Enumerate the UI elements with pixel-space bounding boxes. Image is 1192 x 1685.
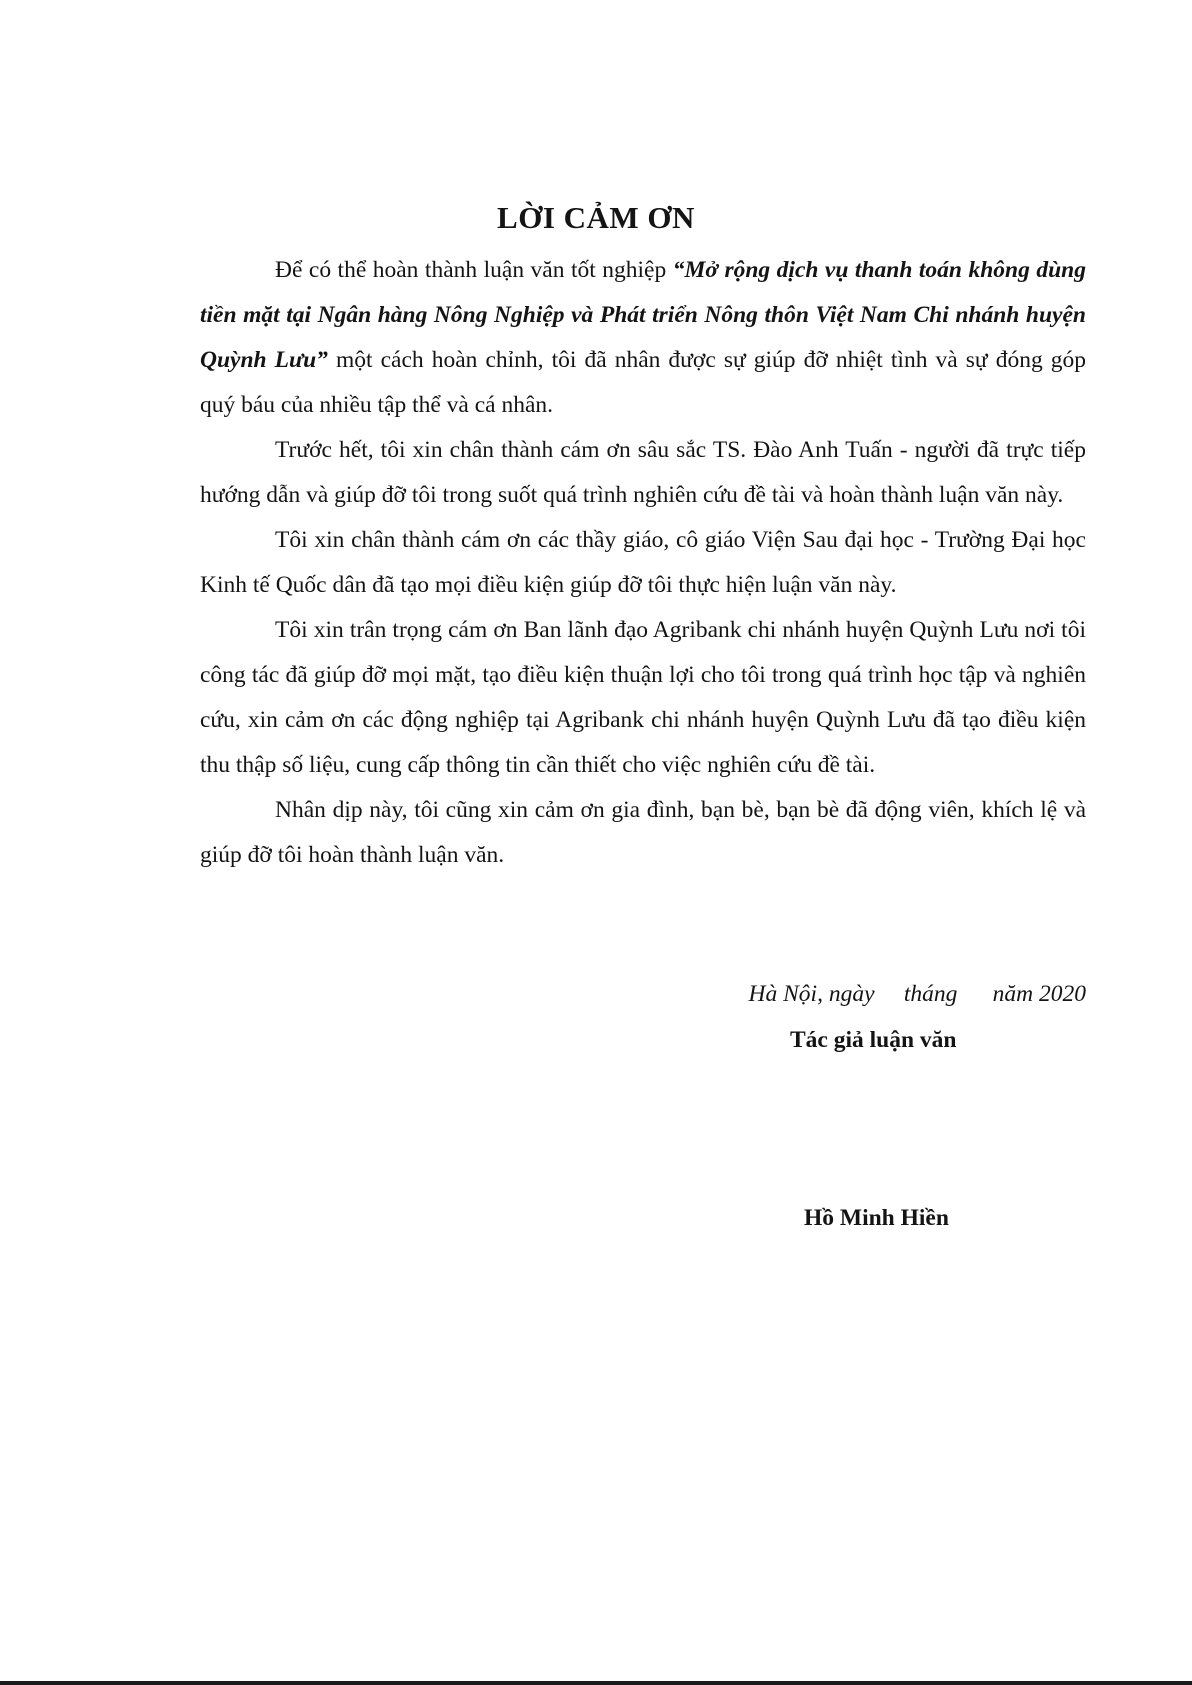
paragraph-faculty: Tôi xin chân thành cám ơn các thầy giáo, cô giáo Viện Sau đại học - Trường Đại học Kinh tế Quốc dân đã tạo mọi điều kiện giúp đỡ tôi thực hiện luận văn này.	[200, 527, 1086, 598]
thesis-title: “Mở rộng dịch vụ thanh toán không dùng tiền mặt tại Ngân hàng Nông Nghiệp và Phát triển Nông thôn Việt Nam Chi nhánh huyện Quỳnh Lưu”	[200, 257, 1086, 373]
intro-text: Để có thể hoàn thành luận văn tốt nghiệp	[275, 257, 673, 283]
paragraph-intro	[200, 248, 1086, 428]
paragraph-family: Nhân dịp này, tôi cũng xin cảm ơn gia đình, bạn bè, bạn bè đã động viên, khích lệ và giúp đỡ tôi hoàn thành luận văn.	[200, 797, 1086, 868]
author-label: Tác giả luận văn	[790, 1027, 957, 1053]
author-name: Hồ Minh Hiền	[804, 1205, 949, 1231]
date-line: Hà Nội, ngày tháng năm 2020	[748, 981, 1086, 1007]
paragraph-supervisor: Trước hết, tôi xin chân thành cám ơn sâu sắc TS. Đào Anh Tuấn - người đã trực tiếp hướng dẫn và giúp đỡ tôi trong suốt quá trình nghiên cứu đề tài và hoàn thành luận văn này.	[200, 437, 1086, 508]
intro-text-continued: một cách hoàn chỉnh, tôi đã nhân được sự giúp đỡ nhiệt tình và sự đóng góp quý báu của nhiều tập thể và cá nhân.	[200, 347, 1087, 418]
page-title: LỜI CẢM ƠN	[497, 200, 695, 235]
acknowledgement-body	[200, 248, 1086, 878]
paragraph-agribank: Tôi xin trân trọng cám ơn Ban lãnh đạo Agribank chi nhánh huyện Quỳnh Lưu nơi tôi công tác đã giúp đỡ mọi mặt, tạo điều kiện thuận lợi cho tôi trong quá trình học tập và nghiên cứu, xin cảm ơn các động nghiệp tại Agribank chi nhánh huyện Quỳnh Lưu đã tạo điều kiện thu thập số liệu, cung cấp thông tin cần thiết cho việc nghiên cứu đề tài.	[200, 617, 1086, 778]
page-bottom-border	[0, 1681, 1192, 1685]
